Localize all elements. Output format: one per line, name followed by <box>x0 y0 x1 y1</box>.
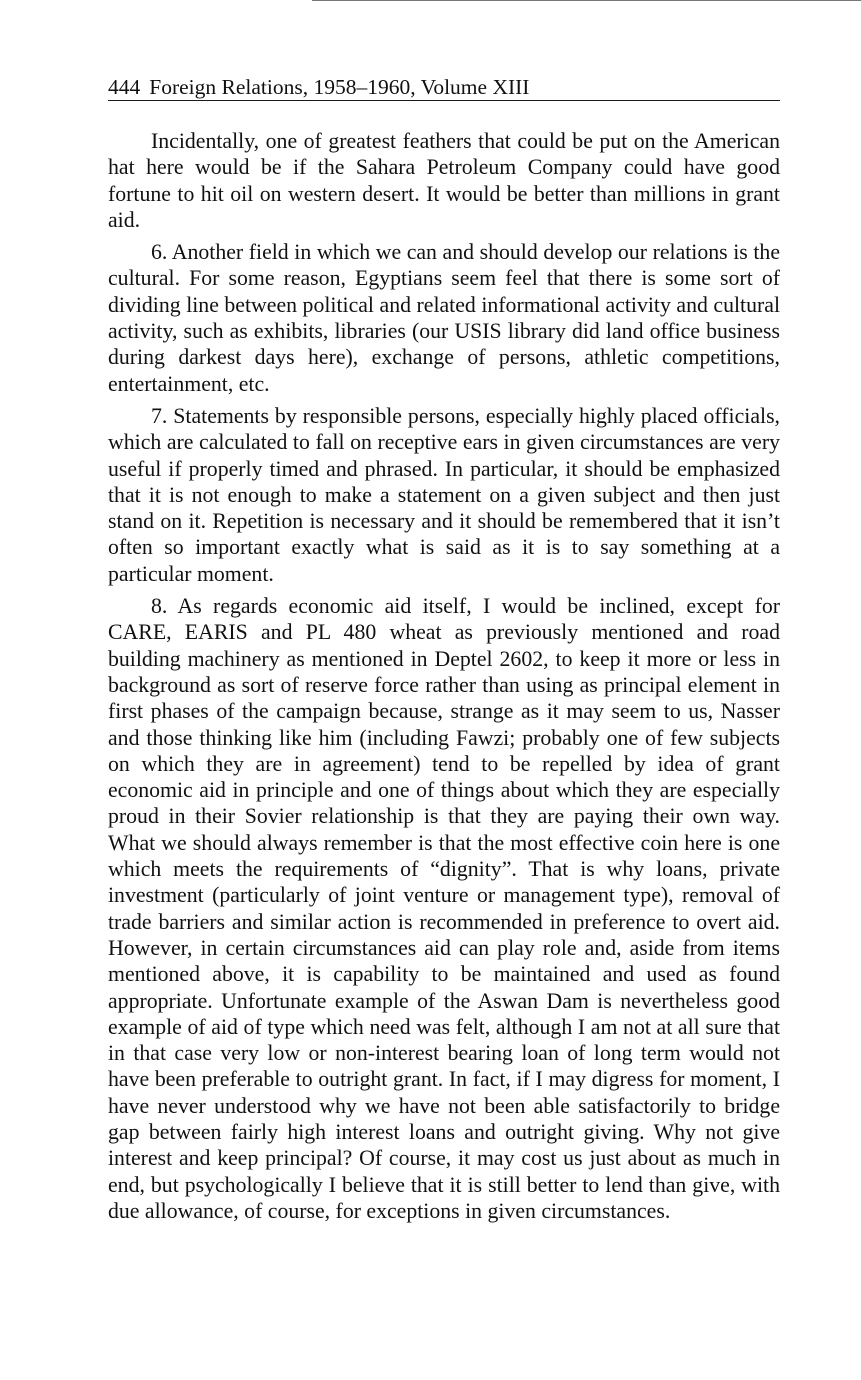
paragraph-8-economic-aid: 8. As regards economic aid itself, I would be inclined, except for CARE, EARIS and PL 480 wheat as previously mentioned and road building machinery as mentioned in Deptel 2602, to keep it more or less in background as sort of reserve force rather than using as principal element in first phases of the campaign because, strange as it may seem to us, Nasser and those thinking like him (including Fawzi; probably one of few subjects on which they are in agreement) tend to be repelled by idea of grant economic aid in principle and one of things about which they are especially proud in their Sovier relationship is that they are paying their own way. What we should always remember is that the most effective coin here is one which meets the requirements of “dignity”. That is why loans, private investment (particularly of joint venture or management type), removal of trade barriers and similar action is recommended in preference to overt aid. However, in certain circumstances aid can play role and, aside from items mentioned above, it is capability to be maintained and used as found appropriate. Unfortunate example of the Aswan Dam is nevertheless good example of aid of type which need was felt, although I am not at all sure that in that case very low or non-interest bearing loan of long term would not have been preferable to outright grant. In fact, if I may digress for moment, I have never understood why we have not been able satisfactorily to bridge gap between fairly high interest loans and outright giving. Why not give interest and keep principal? Of course, it may cost us just about as much in end, but psychologically I believe that it is still better to lend than give, with due allowance, of course, for exceptions in given circumstances. <box>108 594 780 1223</box>
page-top-edge-rule <box>312 0 861 1</box>
paragraph-6-cultural-relations: 6. Another field in which we can and should develop our relations is the cultural. For some reason, Egyptians seem feel that there is some sort of dividing line between political and related informational activity and cultural activity, such as exhibits, libraries (our USIS library did land office business during darkest days here), exchange of persons, athletic competitions, entertainment, etc. <box>108 240 780 396</box>
paragraph-7-statements: 7. Statements by responsible persons, especially highly placed officials, which are calculated to fall on receptive ears in given circumstances are very useful if properly timed and phrased. In particular, it should be emphasized that it is not enough to make a statement on a given subject and then just stand on it. Repetition is necessary and it should be remembered that it isn’t often so important exactly what is said as it is to say something at a particular moment. <box>108 403 780 586</box>
body-text <box>108 128 780 1230</box>
running-header <box>108 74 780 101</box>
running-title: Foreign Relations, 1958–1960, Volume XIII <box>149 75 530 99</box>
paragraph-incidentally: Incidentally, one of greatest feathers that could be put on the American hat here would be if the Sahara Petroleum Company could have good fortune to hit oil on western desert. It would be better than millions in grant aid. <box>108 129 780 232</box>
page-number: 444 <box>108 75 141 99</box>
